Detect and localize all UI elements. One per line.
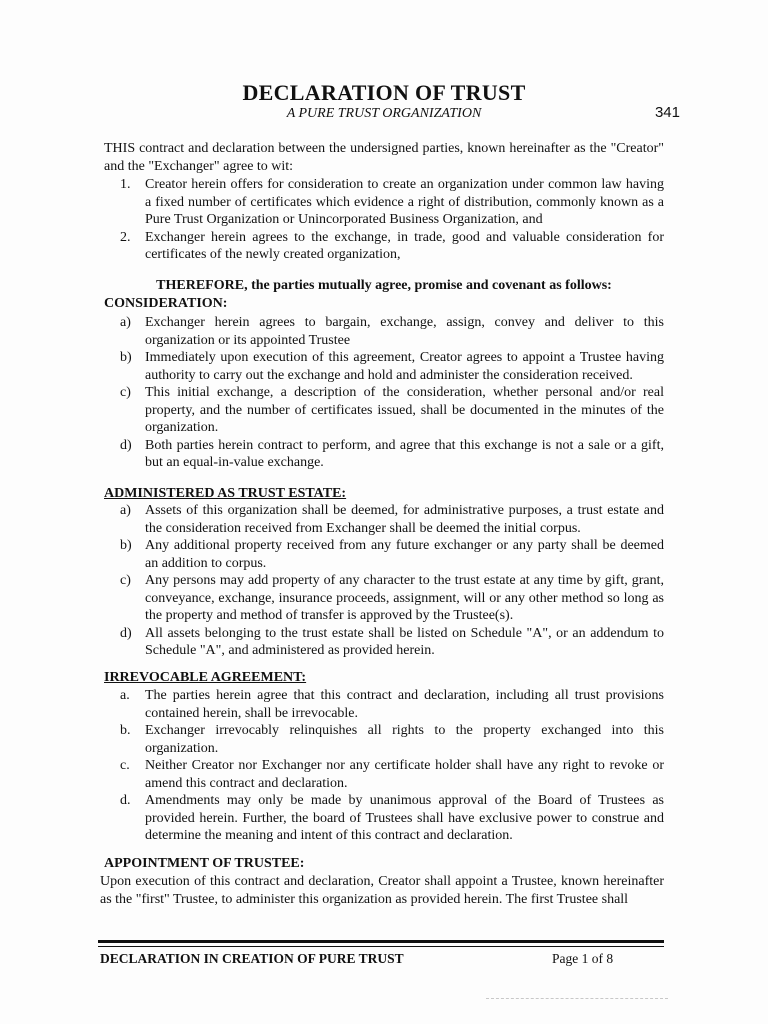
page-number-top: 341 (654, 104, 680, 121)
list-item-text: The parties herein agree that this contract and declaration, including all trust provisions contained herein, shall be irrevocable. (145, 688, 664, 721)
list-item (120, 176, 664, 229)
footer-page-number: Page 1 of 8 (552, 951, 614, 966)
list-marker: d. (120, 793, 131, 808)
list-item-text: Any persons may add property of any character to the trust estate at any time by gift, grant, conveyance, exchange, insurance proceeds, assignment, will or any other method so long as the property and method of transfer is approved by the Trustee(s). (145, 573, 664, 623)
scan-artifact-line (486, 998, 668, 999)
list-marker: b) (120, 538, 132, 553)
footer-rule-thin (98, 946, 664, 947)
list-item (120, 572, 664, 625)
list-marker: a) (120, 315, 131, 330)
section-heading-trust-estate: ADMINISTERED AS TRUST ESTATE: (104, 486, 347, 501)
list-item (120, 229, 664, 264)
document-subtitle: A PURE TRUST ORGANIZATION (286, 106, 482, 121)
section-heading-consideration: CONSIDERATION: (104, 296, 228, 311)
footer-rule-thick (98, 940, 664, 943)
list-item (120, 437, 664, 472)
list-item-text: All assets belonging to the trust estate shall be listed on Schedule "A", or an addendum to Schedule "A", and administered as provided herein. (145, 625, 664, 658)
list-item-text: Neither Creator nor Exchanger nor any certificate holder shall have any right to revoke or amend this contract and declaration. (145, 758, 664, 791)
list-marker: a) (120, 503, 131, 518)
list-item-text: Any additional property received from any future exchanger or any party shall be deemed an addition to corpus. (145, 538, 664, 571)
list-item-text: Both parties herein contract to perform, and agree that this exchange is not a sale or a gift, but an equal-in-value exchange. (145, 437, 664, 470)
list-item-text: Amendments may only be made by unanimous approval of the Board of Trustees as provided herein. Further, the board of Trustees shall have exclusive power to construe and determine the meaning and intent of this contract and declaration. (145, 793, 664, 843)
document-title: DECLARATION OF TRUST (242, 80, 526, 105)
therefore-clause: THEREFORE, the parties mutually agree, promise and covenant as follows: (156, 278, 612, 293)
list-item (120, 314, 664, 349)
list-marker: d) (120, 625, 132, 641)
list-item (120, 757, 664, 792)
list-item (120, 687, 664, 722)
appointment-paragraph: Upon execution of this contract and declaration, Creator shall appoint a Trustee, known hereinafter as the "first" Trustee, to administer this organization as provided herein. The first Trustee shall (100, 874, 664, 907)
footer-title: DECLARATION IN CREATION OF PURE TRUST (100, 951, 404, 966)
list-item-text: Assets of this organization shall be deemed, for administrative purposes, a trust estate and the consideration received from Exchanger shall be deemed the initial corpus. (145, 503, 664, 536)
list-item (120, 502, 664, 537)
list-marker: b. (120, 723, 131, 738)
intro-list (120, 176, 664, 264)
list-marker: 2. (120, 229, 131, 245)
list-marker: c) (120, 573, 131, 588)
list-item-text: Exchanger irrevocably relinquishes all rights to the property exchanged into this organization. (145, 723, 664, 756)
list-item-text: This initial exchange, a description of the consideration, whether personal and/or real property, and the number of certificates issued, shall be documented in the minutes of the organization. (145, 385, 664, 435)
list-marker: a. (120, 688, 130, 703)
list-marker: c. (120, 758, 130, 773)
list-marker: c) (120, 385, 131, 400)
section-heading-irrevocable: IRREVOCABLE AGREEMENT: (104, 670, 307, 685)
list-item (120, 384, 664, 437)
list-item-text: Immediately upon execution of this agreement, Creator agrees to appoint a Trustee having authority to carry out the exchange and hold and administer the consideration received. (145, 350, 664, 383)
list-marker: d) (120, 437, 132, 453)
consideration-list (120, 314, 664, 472)
list-marker: 1. (120, 177, 131, 192)
list-item-text: Creator herein offers for consideration to create an organization under common law having a fixed number of certificates which evidence a right of distribution, commonly known as a Pure Trust Organization or Unincorporated Business Organization, and (145, 177, 664, 227)
list-item (120, 722, 664, 757)
trust-estate-list (120, 502, 664, 660)
section-heading-appointment: APPOINTMENT OF TRUSTEE: (104, 856, 305, 871)
list-item (120, 349, 664, 384)
intro-paragraph: THIS contract and declaration between the undersigned parties, known hereinafter as the "Creator" and the "Exchanger" agree to wit: (104, 141, 664, 174)
irrevocable-list (120, 687, 664, 845)
list-item-text: Exchanger herein agrees to bargain, exchange, assign, convey and deliver to this organization or its appointed Trustee (145, 315, 664, 348)
list-marker: b) (120, 350, 132, 365)
list-item-text: Exchanger herein agrees to the exchange, in trade, good and valuable consideration for certificates of the newly created organization, (145, 229, 664, 262)
list-item (120, 792, 664, 845)
list-item (120, 625, 664, 660)
list-item (120, 537, 664, 572)
